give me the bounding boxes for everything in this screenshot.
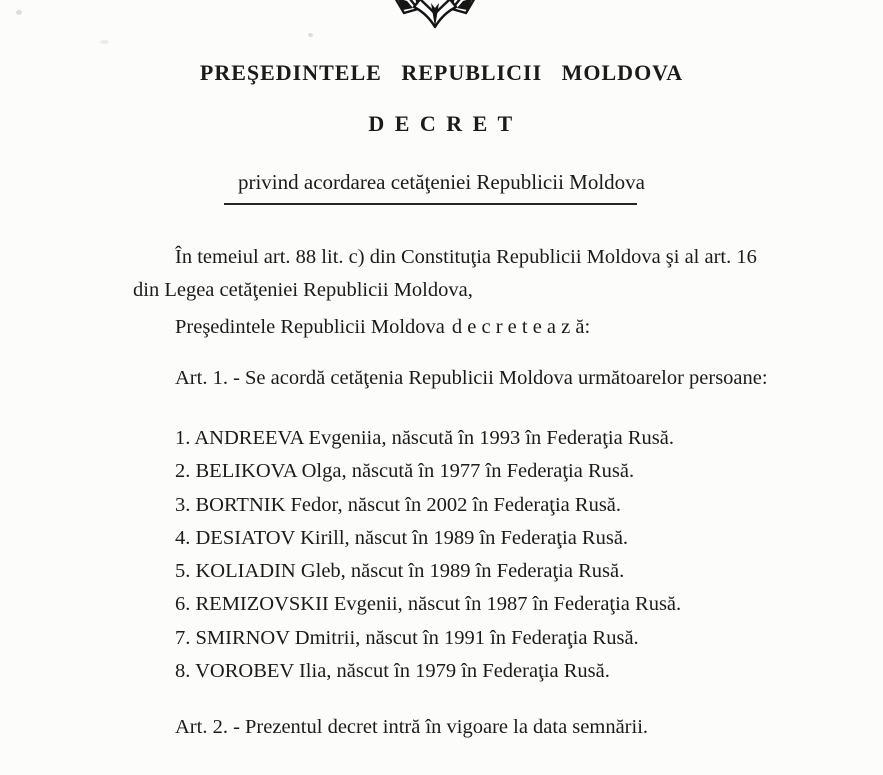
- enacting-formula: [175, 316, 590, 339]
- scan-speck: [307, 32, 313, 37]
- granted-persons-list: [175, 427, 681, 693]
- subject-underline: [224, 203, 637, 205]
- moldova-state-emblem-icon: [391, 0, 479, 30]
- person-entry: 5. KOLIADIN Gleb, născut în 1989 în Federaţia Rusă.: [175, 560, 625, 583]
- person-entry: 4. DESIATOV Kirill, născut în 1989 în Federaţia Rusă.: [175, 526, 629, 549]
- person-entry: 1. ANDREEVA Evgeniia, născută în 1993 în Federaţia Rusă.: [175, 427, 674, 449]
- scan-speck: [100, 40, 109, 44]
- person-entry: 3. BORTNIK Fedor, născut în 2002 în Federaţia Rusă.: [175, 493, 622, 516]
- enacting-verb: d e c r e t e a z ă:: [451, 316, 591, 338]
- person-entry: 8. VOROBEV Ilia, născut în 1979 în Federaţia Rusă.: [175, 660, 610, 683]
- decree-subject-line: privind acordarea cetăţeniei Republicii Moldova: [237, 170, 645, 194]
- enacting-prefix: Preşedintele Republicii Moldova: [175, 316, 445, 338]
- person-entry: 7. SMIRNOV Dmitrii, născut în 1991 în Federaţia Rusă.: [175, 626, 639, 649]
- preamble-line-1: În temeiul art. 88 lit. c) din Constituţia Republicii Moldova şi al art. 16: [175, 246, 757, 268]
- article-1-text: Art. 1. - Se acordă cetăţenia Republicii Moldova următoarelor persoane:: [175, 367, 768, 389]
- article-2-text: Art. 2. - Prezentul decret intră în vigoare la data semnării.: [175, 716, 649, 738]
- document-type-title: D E C R E T: [368, 111, 515, 136]
- person-entry: 6. REMIZOVSKII Evgenii, născut în 1987 în Federaţia Rusă.: [175, 593, 682, 616]
- preamble-line-2: din Legea cetăţeniei Republicii Moldova,: [133, 279, 473, 301]
- scan-speck: [16, 10, 22, 15]
- institution-title: PREŞEDINTELE REPUBLICII MOLDOVA: [199, 60, 684, 85]
- person-entry: 2. BELIKOVA Olga, născută în 1977 în Federaţia Rusă.: [175, 460, 635, 483]
